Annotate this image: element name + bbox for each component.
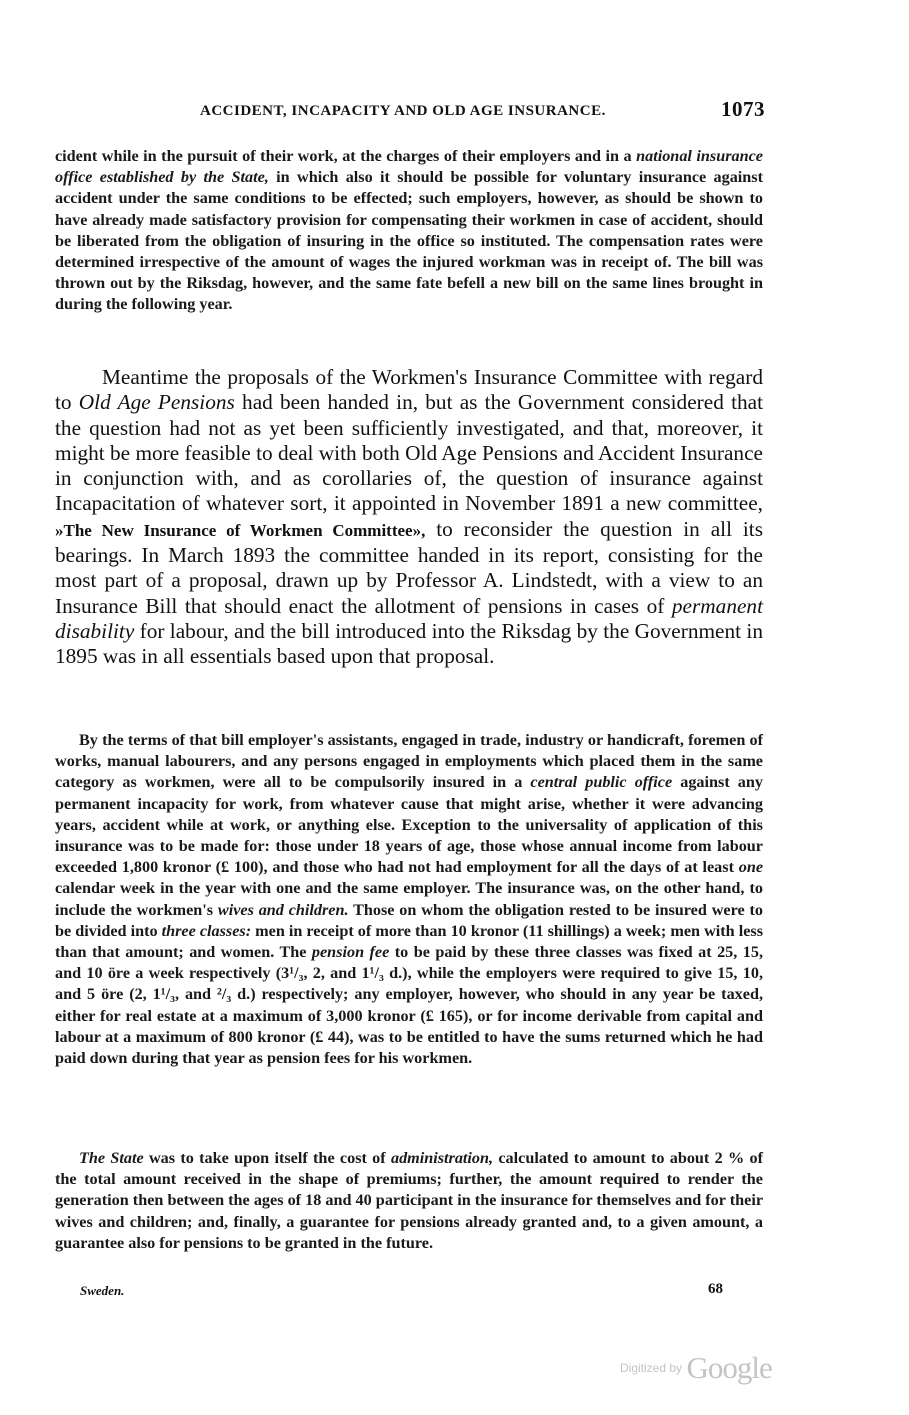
italic-phrase: three classes: [161, 921, 252, 940]
italic-phrase: administration, [390, 1149, 494, 1167]
italic-phrase: The State [79, 1149, 144, 1167]
italic-phrase: pension fee [311, 943, 390, 962]
text-run: men in receipt of more than 10 kronor (11 shillings) a week; men with less than that amount; and women. The [55, 921, 763, 962]
paragraph-terms-of-bill [55, 730, 763, 1069]
text-run: at the charges of their employers and in a [337, 147, 637, 165]
text-run: calculated to amount to about 2 % of the total amount received in the shape of premiums; further, the amount required to render the generation then between the ages of 18 and 40 participant in the insurance for themselves and for their wives and children; and, finally, a guarantee for pensions already granted and, to a given amount, a guarantee also for pensions to be granted in the future. [55, 1149, 763, 1252]
text-run: Meantime the proposals of the Workmen's Insurance Committee with regard to [55, 365, 763, 415]
text-run: Those on whom the obligation rested to be insured were to be divided into [55, 900, 763, 940]
text-run: in which also it should be possible for voluntary insurance against accident under the same conditions to be effected; such employers, however, as should be shown to have already made satisfactory provision for compensating their workmen in case of accident, should be liberated from the obligation of insuring in the office so instituted. The compensation rates were determined irrespective of the amount of wages the injured workman was in receipt of. The bill was thrown out by the Riksdag, however, and the same fate befell a new bill on the same lines brought in during the following year. [55, 168, 763, 314]
text-run: for labour, and the bill introduced into the Riksdag by the Government in 1895 was in all essentials based upon that proposal. [55, 618, 763, 669]
text-run: to be paid by these three classes was fixed at 25, 15, and 10 öre a week respectively (3¹/₃, 2, and 1¹/₃ d.), while the employers were required to give 15, 10, and 5 öre (2, 1¹/₃, and ²/₃ d.) respectively; any employer, however, who should in any year be taxed, either for real estate at a maximum of 3,000 kronor (£ 165), or for income derivable from capital and labour at a maximum of 800 kronor (£ 44), was to be entitled to have the sums returned which he had paid down during that year as pension fees for his workmen. [55, 943, 764, 1068]
watermark-prefix: Digitized by [620, 1361, 683, 1375]
italic-phrase: central public office [530, 773, 673, 792]
italic-phrase: national insurance office established by the State, [55, 147, 763, 187]
italic-phrase: wives and children. [217, 900, 349, 919]
text-run: to reconsider the question in all its bearings. In March 1893 the committee handed in its report, consisting for the most part of a proposal, drawn up by Professor A. Lindstedt, with a view to an Insurance Bill that should enact the allotment of pensions in cases of [55, 516, 763, 618]
text-run: had been handed in, but as the Government considered that the question had not as yet been sufficiently investigated, and that, moreover, it might be more feasible to deal with both Old Age Pensions and Accident Insurance in conjunction with, and as corollaries of, the question of insurance against Incapacitation of whatever sort, it appointed in November 1891 a new committee, [55, 390, 764, 516]
italic-phrase: Old Age Pensions [78, 390, 235, 415]
signature-mark: Sweden. [80, 1283, 125, 1298]
italic-phrase: one [738, 858, 763, 877]
running-title: ACCIDENT, INCAPACITY AND OLD AGE INSURANCE. [200, 103, 606, 119]
italic-phrase: permanent disability [55, 593, 763, 643]
sheet-number: 68 [708, 1281, 723, 1297]
text-run: calendar week in the year with one and the same employer. The insurance was, on the other hand, to include the workmen's [55, 879, 763, 919]
watermark-logo: Google [686, 1350, 772, 1385]
paragraph-old-age-pensions [55, 365, 763, 670]
text-run: against any [672, 773, 763, 792]
bold-phrase: permanent incapacity for work, [55, 794, 283, 813]
text-run: By the terms of that bill employer's assistants, engaged in trade, industry or handicraft, foremen of works, manual labourers, and any persons engaged in employments which placed them in the same category as workmen, were all to be compulsorily insured in a [55, 731, 763, 792]
bold-phrase: cident while in the pursuit of their work, [55, 147, 338, 165]
text-run: was to take upon itself the cost of [143, 1149, 391, 1167]
digitized-watermark [620, 1350, 772, 1386]
bold-phrase: »The New Insurance of Workmen Committee», [55, 520, 426, 540]
text-run: from whatever cause that might arise, whether it were advancing years, accident while at work, or anything else. Exception to the universality of application of this insurance was to be made for: those under 18 years of age, those whose annual income from labour exceeded 1,800 kronor (£ 100), and those who had not had employment for all the days of at least [55, 794, 763, 877]
paragraph-continued-bill [55, 146, 763, 316]
page-number: 1073 [721, 97, 765, 121]
paragraph-state-role [55, 1148, 763, 1254]
